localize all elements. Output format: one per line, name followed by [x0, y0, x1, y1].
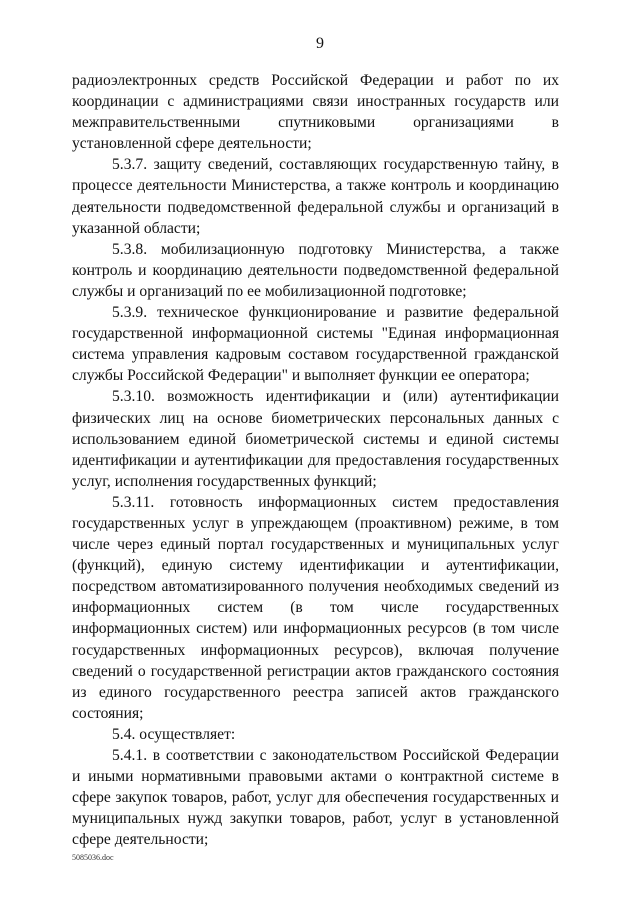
paragraph-5-4: 5.4. осуществляет: [112, 725, 236, 743]
paragraph-5-3-11: 5.3.11. готовность информационных систем предоставления государственных услуг в упреждающем (проактивном) режиме, в том числе через единый портал государственных и муниципальных услуг (функций), единую систему идентификации и аутентификации, посредством автоматизированного получения необходимых сведений из информационных систем (в том числе государственных информационных систем) или информационных ресурсов (в том числе государственных информационных ресурсов), включая получение сведений о государственной регистрации актов гражданского состояния из единого государственного реестра записей актов гражданского состояния; [72, 493, 559, 722]
footer-document-code: 5085036.doc [72, 853, 114, 862]
paragraph-5-3-9: 5.3.9. техническое функционирование и развитие федеральной государственной информационной системы "Единая информационная система управления кадровым составом государственной гражданской службы Российской Федерации" и выполняет функции ее оператора; [72, 304, 559, 385]
document-body [72, 70, 559, 850]
page-number: 9 [316, 35, 324, 52]
paragraph: радиоэлектронных средств Российской Федерации и работ по их координации с администрациями связи иностранных государств или межправительственными спутниковыми организациями в установленной сфере деятельности; [72, 72, 559, 153]
paragraph-5-4-1: 5.4.1. в соответствии с законодательством Российской Федерации и иными нормативными правовыми актами о контрактной системе в сфере закупок товаров, работ, услуг для обеспечения государственных и муниципальных нужд закупки товаров, работ, услуг в установленной сфере деятельности; [72, 747, 559, 849]
paragraph-5-3-7: 5.3.7. защиту сведений, составляющих государственную тайну, в процессе деятельности Министерства, а также контроль и координацию деятельности подведомственной федеральной службы и организаций в указанной области; [72, 156, 559, 237]
paragraph-5-3-8: 5.3.8. мобилизационную подготовку Министерства, а также контроль и координацию деятельности подведомственной федеральной службы и организаций по ее мобилизационной подготовке; [72, 240, 559, 300]
paragraph-5-3-10: 5.3.10. возможность идентификации и (или) аутентификации физических лиц на основе биометрических персональных данных с использованием единой биометрической системы и единой системы идентификации и аутентификации для предоставления государственных услуг, исполнения государственных функций; [72, 388, 559, 490]
